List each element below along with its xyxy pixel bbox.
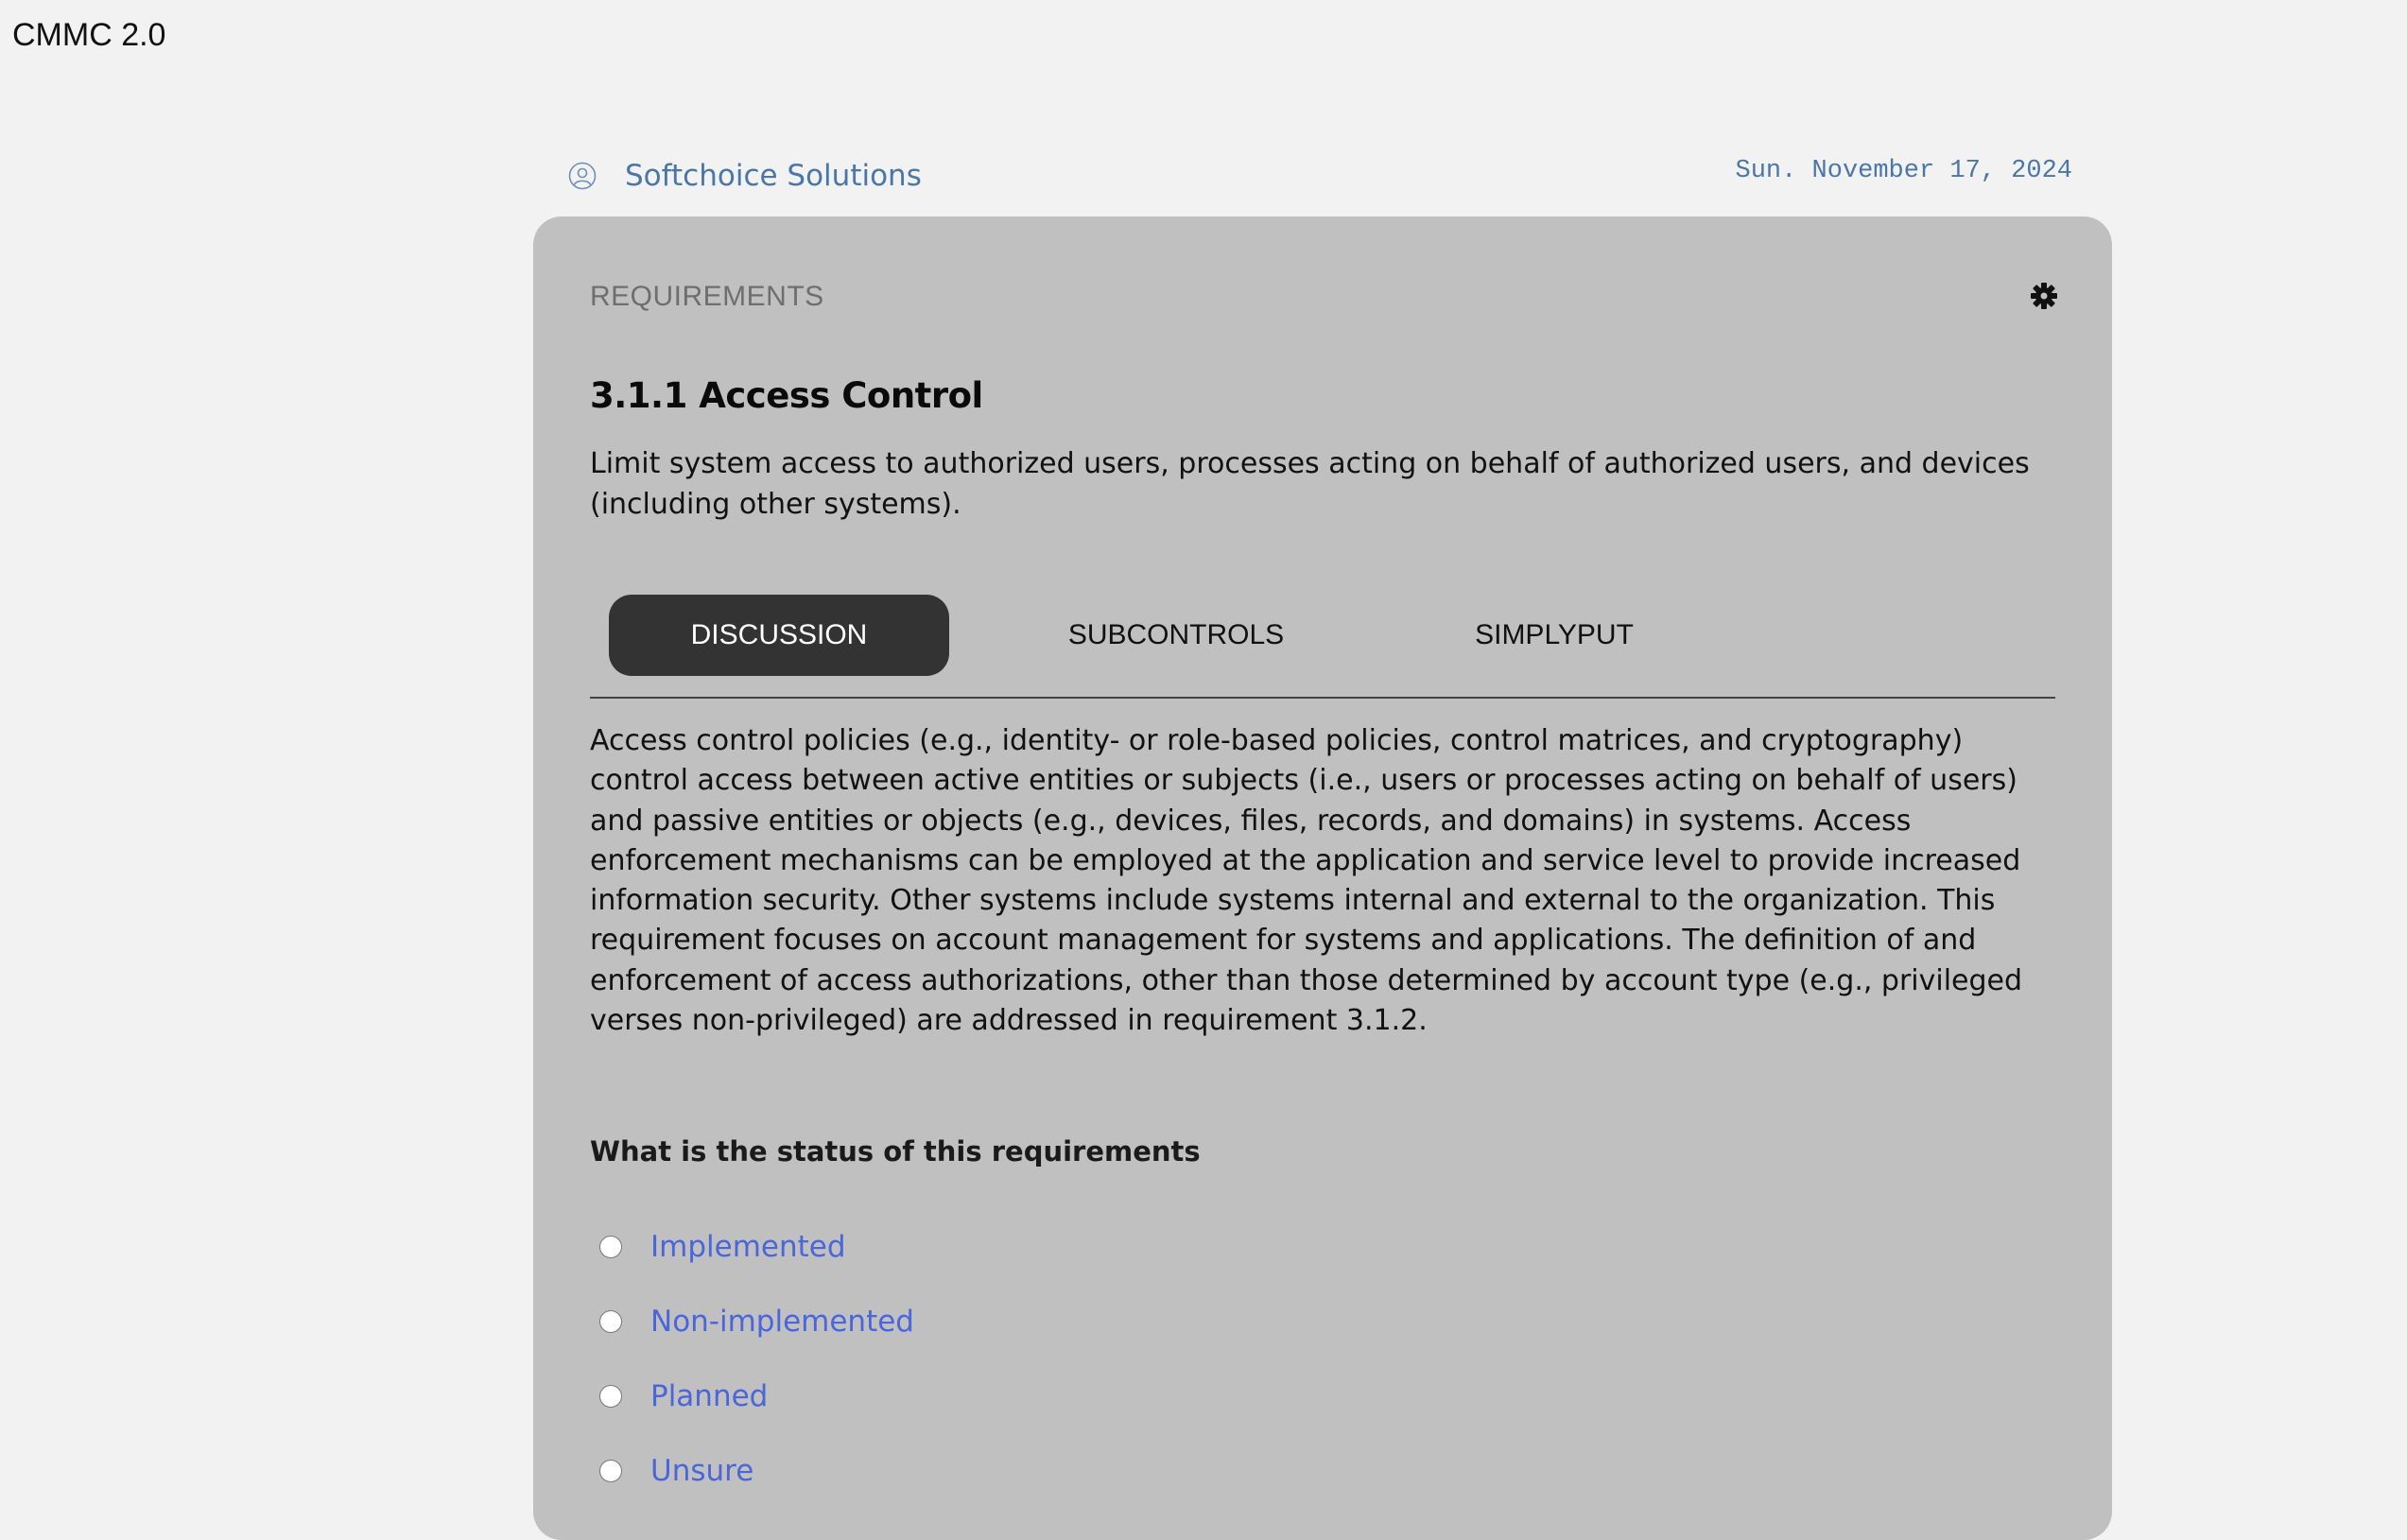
option-label-unsure[interactable]: Unsure: [650, 1453, 754, 1488]
option-label-non-implemented[interactable]: Non-implemented: [650, 1304, 914, 1339]
tab-bar: [590, 595, 2055, 699]
status-option-unsure: [590, 1433, 914, 1508]
radio-implemented[interactable]: [599, 1236, 622, 1258]
requirement-description: Limit system access to authorized users, processes acting on behalf of authorized users, and devices (including other systems).: [590, 447, 2030, 521]
tab-simplyput[interactable]: SIMPLYPUT: [1475, 619, 1634, 650]
user-circle-icon: [568, 162, 597, 190]
status-options: [590, 1209, 914, 1508]
status-question: What is the status of this requirements: [590, 1135, 1201, 1168]
tab-discussion[interactable]: DISCUSSION: [609, 595, 949, 676]
requirement-title: 3.1.1 Access Control: [590, 375, 983, 416]
status-option-implemented: [590, 1209, 914, 1284]
radio-non-implemented[interactable]: [599, 1310, 622, 1333]
radio-planned[interactable]: [599, 1385, 622, 1408]
discussion-text: Access control policies (e.g., identity- or role-based policies, control matrices, and cryptography) control access between active entities or subjects (i.e., users or processes acting on behalf of users) and passive entities or objects (e.g., devices, files, records, and domains) in systems. Access enforcement mechanisms can be employed at the application and service level to provide increased information security. Other systems include systems internal and external to the organization. This requirement focuses on account management for systems and applications. The definition of and enforcement of access authorizations, other than those determined by account type (e.g., privileged verses non-privileged) are addressed in requirement 3.1.2.: [590, 724, 2023, 1038]
radio-unsure[interactable]: [599, 1460, 622, 1482]
app-title: CMMC 2.0: [12, 17, 166, 53]
section-label: REQUIREMENTS: [590, 281, 824, 312]
requirement-card: [533, 216, 2112, 1540]
option-label-implemented[interactable]: Implemented: [650, 1229, 846, 1264]
tab-subcontrols[interactable]: SUBCONTROLS: [1067, 619, 1285, 650]
status-option-planned: [590, 1358, 914, 1433]
gear-icon[interactable]: [2029, 281, 2059, 311]
status-option-non-implemented: [590, 1284, 914, 1358]
current-date: Sun. November 17, 2024: [1735, 157, 2072, 185]
organization-name[interactable]: Softchoice Solutions: [625, 159, 922, 193]
option-label-planned[interactable]: Planned: [650, 1378, 769, 1413]
organization-header: [568, 159, 922, 193]
